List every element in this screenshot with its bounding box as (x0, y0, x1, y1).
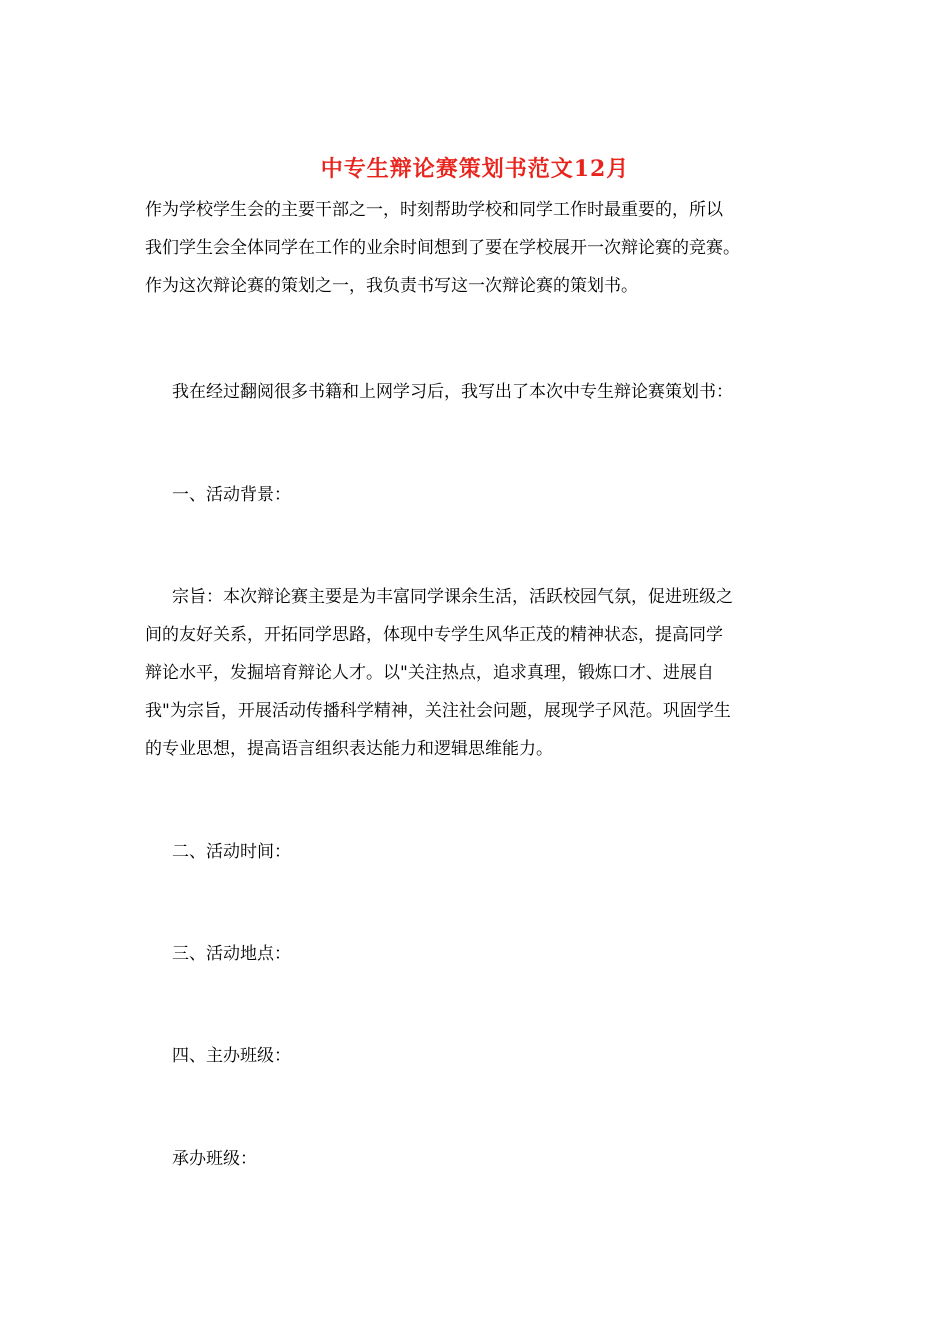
section-heading-location: 三、活动地点： (172, 944, 291, 964)
co-organizer-label: 承办班级： (172, 1149, 257, 1169)
intro-line-3: 作为这次辩论赛的策划之一，我负责书写这一次辩论赛的策划书。 (145, 276, 638, 296)
section-heading-organizer: 四、主办班级： (172, 1046, 291, 1066)
purpose-line-5: 的专业思想，提高语言组织表达能力和逻辑思维能力。 (145, 739, 553, 759)
purpose-line-2: 间的友好关系，开拓同学思路，体现中专学生风华正茂的精神状态，提高同学 (145, 625, 723, 645)
purpose-line-4: 我"为宗旨，开展活动传播科学精神，关注社会问题，展现学子风范。巩固学生 (145, 701, 731, 721)
purpose-line-3: 辩论水平，发掘培育辩论人才。以"关注热点，追求真理，锻炼口才、进展自 (145, 663, 714, 683)
intro-line-2: 我们学生会全体同学在工作的业余时间想到了要在学校展开一次辩论赛的竞赛。 (145, 238, 740, 258)
section-heading-time: 二、活动时间： (172, 842, 291, 862)
document-title: 中专生辩论赛策划书范文12月 (320, 156, 630, 182)
purpose-line-1: 宗旨：本次辩论赛主要是为丰富同学课余生活，活跃校园气氛，促进班级之 (172, 587, 733, 607)
section-heading-background: 一、活动背景： (172, 485, 291, 505)
intro-line-1: 作为学校学生会的主要干部之一，时刻帮助学校和同学工作时最重要的，所以 (145, 200, 723, 220)
lead-paragraph: 我在经过翻阅很多书籍和上网学习后，我写出了本次中专生辩论赛策划书： (172, 382, 733, 402)
